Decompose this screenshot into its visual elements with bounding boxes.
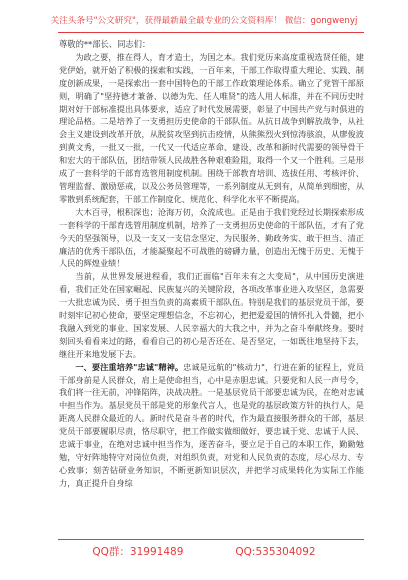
salutation: 尊敬的**部长、同志们： [59,39,151,49]
section-heading: 一、要注重培养"忠诚"精神。 [75,361,184,372]
paragraph-2: 大木百寻，根积深也；沧海万仞，众流成也。正是由于我们党经过长期探索形成一套科学的干部育选管用制度机制，培养了一支勇担历史使命的干部队伍，才有了党今天的坚强领导，以及一支又一支信念坚定、为民服务、勤政务实、敢于担当、清正廉洁的优秀干部队伍，才能凝聚起不可战胜的磅礴力量，创造出无愧于历史、无愧于人民的辉煌业绩！ [59,206,364,269]
footer-qq-group: QQ群：31991489 [92,546,184,558]
section-text: 忠诚是远航的"核动力"，行进在新的征程上，党员干部身前是人民群众，肩上是使命担当，心中是赤胆忠诚。只要党和人民一声号令，我们将一往无前，冲锋陷阵，决战决胜。一是基层党员干部要忠诚为民，在绝对忠诚中担当作为。基层党员干部是党的形象代言人，也是党的基层政策方针的执行人，是距离人民群众最近的人。新时代是奋斗者的时代，作为最直接服务群众的干部，基层党员干部要履职尽责，恪尽职守，把工作做实做细做好，要忠诚于党、忠诚于人民、忠诚于事业，在绝对忠诚中担当作为，逐苦奋斗，要立足于自己的本职工作，勤勤勉勉，守好阵地特守对岗位负责，对组织负责，对党和人民负责的态度，尽心尽力、专心致事；刻苦钻研业务知识，不断更新知识层次，并把学习成果转化为实际工作能力，真正提升自身综 [59,361,364,488]
paragraph-3: 当前，从世界发展进程看，我们正面临"百年未有之大变局"，从中国历史演进看，我们正处在国家崛起、民族复兴的关键阶段，各项改革事业进入攻坚区，急需要一大批忠诚为民、勇于担当负责的高素质干部队伍。特别是我们的基层党员干部，要时刻牢记初心使命，要坚定理想信念，不忘初心，把把爱爱国的情怀扎入骨髓，把小我融入到党的事业、国家发展、人民幸福大的大我之中，并为之奋斗奉献终身。要时刻回头看看来过的路，看看自己的初心是否还在、是否坚定，一如既往地坚持下去，继往开来地发展下去。 [59,271,364,359]
paragraph-1: 为政之要，推在得人，育才造士，为国之本。我们党历来高度重视选贤任能，建党伊始，就开始了积极的探索和实践，一百年来，干部工作取得重大理论、实践、制度创新成果，一是探索出一套中国特色的干部工作政策理论体系。确立了党管干部原则，明确了"坚持德才兼备、以德为先、任人唯贤"的选人用人标准，并在不同历史时期对好干部标准提出具体要求，适应了时代发展需要，彰显了中国共产党与时俱进的理论品格。二是培养了一支勇担历史使命的干部队伍。从抗日战争到解放战争，从社会主义建设到改革开放，从脱贫攻坚到抗击疫情，从熊熊烈火到惊涛骇浪，从廖俊波到黄文秀，一批又一批，一代又一代适应革命、建设、改革和新时代需要的领导骨干和宏大的干部队伍，团结带领人民战胜各种艰难险阻，取得一个又一个胜利。三是形成了一套科学的干部育选管用制度机制。围绕干部教育培训、选拔任用、考核评价、管理监督、激励惩戒，以及公务员管理等，一系列制度从无到有，从简单到细密，从零散到系统配套，干部工作制度化、规范化、科学化水平不断提高。 [59,51,364,204]
header-divider [58,32,364,33]
document-body [59,38,364,536]
footer [0,545,408,559]
footer-divider [58,539,364,540]
paragraph-4 [59,361,364,490]
footer-qq: QQ:535304092 [235,546,316,558]
header-banner: 关注头条号"公文研究"，获得最新最全最专业的公文资料库！ 微信：gongwenyj [50,16,358,26]
